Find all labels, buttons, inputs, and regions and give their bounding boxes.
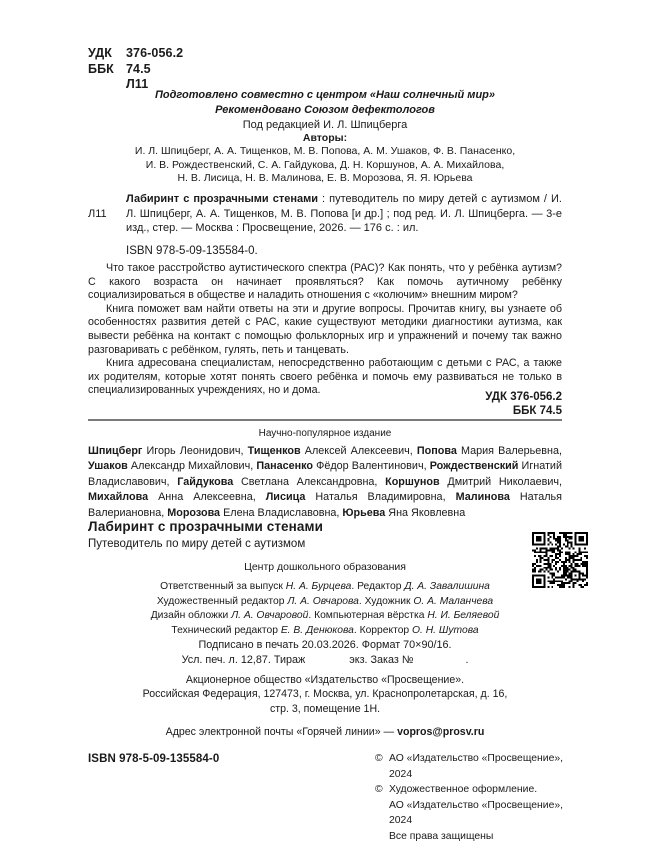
hotline-email-address[interactable]: vopros@prosv.ru	[397, 726, 485, 738]
hotline-email	[88, 725, 562, 739]
art-editor-name: Л. А. Овчарова	[287, 595, 359, 607]
author-given-name: Мария Валерьевна,	[456, 445, 562, 457]
author-surname: Тищенков	[247, 445, 301, 457]
authors-heading: Авторы:	[302, 132, 348, 144]
section-divider	[88, 419, 562, 421]
author-surname: Малинова	[455, 491, 510, 504]
staff-line-1	[88, 580, 562, 595]
classification-codes	[88, 46, 183, 93]
publisher-address-line-2: стр. 3, помещение 1Н.	[269, 702, 381, 715]
author-given-name: Александр Михайлович,	[127, 460, 257, 473]
proofreader-name: О. Н. Шутова	[412, 624, 479, 636]
udk-label: УДК	[88, 46, 112, 60]
bibliographic-record	[88, 192, 562, 236]
author-surname: Ушаков	[88, 460, 128, 473]
udk-value: 376-056.2	[126, 46, 184, 60]
author-surname: Шпицберг	[88, 445, 143, 457]
bib-isbn: ISBN 978-5-09-135584-0.	[126, 245, 258, 257]
recommended-by-line: Рекомендовано Союзом дефектологов	[215, 104, 435, 116]
top-credits	[88, 88, 562, 133]
publisher-address	[88, 673, 562, 716]
authors-line-3: Н. В. Лисица, Н. В. Малинова, Е. В. Морозова, Я. Я. Юрьева	[177, 172, 473, 184]
layout-name: Н. И. Беляевой	[427, 610, 500, 622]
cover-design-label: Дизайн обложки	[150, 610, 232, 622]
tech-editor-label: Технический редактор	[171, 624, 281, 636]
hotline-label: Адрес электронной почты «Горячей линии» —	[165, 726, 398, 738]
author-given-name: Елена Владиславовна,	[220, 506, 343, 519]
copyright-icon-2: ©	[375, 784, 383, 795]
full-author-names	[88, 444, 562, 521]
copyright-text-2: Художественное оформление.	[389, 784, 538, 795]
udk-row	[88, 46, 183, 62]
qr-code-image	[532, 532, 588, 588]
author-given-name: Фёдор Валентинович,	[313, 460, 430, 473]
staff-line-3	[88, 609, 562, 624]
book-title: Лабиринт с прозрачными стенами	[88, 519, 324, 534]
responsible-name: Н. А. Бурцева	[285, 581, 352, 592]
annotation-paragraph-1: Что такое расстройство аутистического спектра (РАС)? Как понять, что у ребёнка аутизм? С какого возраста он начинает проявляться? Как помочь аутичному ребёнку социализироваться в обществе и наладить отношения с «колючим» внешним миром?	[88, 262, 562, 302]
qr-code[interactable]	[532, 532, 588, 588]
copyright-row-2	[375, 782, 575, 798]
edited-by-line: Под редакцией И. Л. Шпицберга	[242, 119, 408, 131]
print-signed-line: Подписано в печать 20.03.2026. Формат 70×90/16.	[198, 639, 452, 651]
authors-line-2: И. В. Рождественский, С. А. Гайдукова, Д. Н. Коршунов, А. А. Михайлова,	[145, 158, 505, 171]
staff-line-2	[88, 595, 562, 610]
bbk-label: ББК	[88, 61, 114, 76]
prepared-with-line: Подготовлено совместно с центром «Наш солнечный мир»	[154, 89, 496, 101]
udk-repeat: УДК 376-056.2	[485, 391, 562, 403]
print-run-line	[88, 653, 562, 668]
footer-isbn: ISBN 978-5-09-135584-0	[88, 753, 220, 765]
author-surname: Юрьева	[342, 506, 386, 519]
author-surname: Морозова	[167, 506, 221, 519]
bib-description: : путеводитель по миру детей с аутизмом / И. Л. Шпицберг, А. А. Тищенков, М. В. Попова [и др.] ; под ред. И. Л. Шпицберга. — 3-е изд., стер. — Москва : Просвещение, 2026. — 176 с. : ил.	[126, 193, 562, 234]
author-given-name: Яна Яковлевна	[385, 506, 466, 519]
bbk-repeat: ББК 74.5	[512, 405, 562, 417]
editor-name: Д. А. Завалишина	[404, 581, 490, 592]
print-sheets-label: Усл. печ. л. 12,87. Тираж	[181, 653, 306, 666]
publishing-center-name: Центр дошкольного образования	[244, 561, 406, 573]
author-given-name: Наталья Владимировна,	[305, 491, 456, 504]
bib-title: Лабиринт с прозрачными стенами	[126, 193, 318, 205]
copyright-text-3: АО «Издательство «Просвещение», 2024	[389, 799, 564, 826]
artist-label: . Художник	[358, 595, 414, 607]
publisher-name: Акционерное общество «Издательство «Просвещение».	[185, 674, 465, 686]
art-editor-label: Художественный редактор	[156, 595, 288, 607]
bib-body	[126, 192, 562, 236]
copyright-block	[375, 751, 575, 844]
author-given-name: Алексей Алексеевич,	[300, 445, 417, 457]
book-subtitle: Путеводитель по миру детей с аутизмом	[88, 538, 306, 550]
staff-credits	[88, 580, 562, 638]
classification-codes-repeat	[88, 390, 562, 418]
edition-type: Научно-популярное издание	[258, 428, 392, 439]
annotation-paragraph-2: Книга поможет вам найти ответы на эти и другие вопросы. Прочитав книгу, вы узнаете об особенностях развития детей с РАС, какие существуют методики диагностики аутизма, как вывести ребёнка на контакт с помощью фольклорных игр и упражнений и почему так важно разговаривать с ребёнком, гулять, петь и танцевать.	[88, 302, 562, 356]
author-given-name: Игорь Леонидович,	[142, 445, 248, 457]
annotation	[88, 262, 562, 398]
author-surname: Попова	[416, 445, 457, 457]
author-surname: Лисица	[265, 491, 306, 504]
author-given-name: Светлана Александровна,	[233, 475, 386, 488]
author-surname: Гайдукова	[177, 475, 234, 488]
author-surname: Панасенко	[256, 460, 314, 473]
publisher-address-line-1: Российская Федерация, 127473, г. Москва, ул. Краснопролетарская, д. 16,	[142, 688, 508, 701]
shelf-mark-value: Л11	[126, 77, 149, 91]
artist-name: О. А. Маланчева	[413, 595, 494, 607]
author-given-name: Анна Алексеевна,	[148, 491, 266, 504]
staff-line-4	[88, 624, 562, 639]
bbk-value: 74.5	[126, 61, 151, 76]
copyright-text-4: Все права защищены	[389, 830, 494, 842]
bib-signature: Л11	[88, 207, 107, 220]
author-given-name: Игнатий Владиславович,	[88, 460, 562, 488]
bbk-row	[88, 62, 183, 78]
author-surname: Михайлова	[88, 491, 149, 504]
print-data	[88, 638, 562, 667]
copyright-icon-1: ©	[375, 753, 383, 764]
layout-label: . Компьютерная вёрстка	[308, 610, 428, 622]
editor-label: . Редактор	[351, 581, 405, 592]
proofreader-label: . Корректор	[353, 624, 413, 636]
authors-line-1: И. Л. Шпицберг, А. А. Тищенков, М. В. Попова, А. М. Ушаков, Ф. В. Панасенко,	[134, 145, 516, 157]
order-period: .	[465, 653, 469, 666]
author-surname: Рождественский	[429, 460, 519, 473]
annotation-paragraph-3: Книга адресована специалистам, непосредственно работающим с детьми с РАС, а также их родителям, которые хотят понять своего ребёнка и помочь ему развиваться не только в специализированных учреждениях, но и дома.	[88, 357, 562, 397]
author-given-name: Дмитрий Николаевич,	[439, 475, 563, 488]
cover-design-name: Л. А. Овчаровой	[231, 610, 309, 622]
authors-block	[88, 131, 562, 186]
author-surname: Коршунов	[385, 475, 440, 488]
copyright-text-1: АО «Издательство «Просвещение», 2024	[389, 753, 564, 780]
order-label: экз. Заказ №	[349, 653, 414, 666]
title-block	[88, 518, 468, 553]
copyright-row-1	[375, 751, 575, 782]
author-given-name: Наталья Валериановна,	[88, 491, 563, 519]
tech-editor-name: Е. В. Денюкова	[280, 624, 354, 636]
responsible-label: Ответственный за выпуск	[160, 581, 286, 592]
